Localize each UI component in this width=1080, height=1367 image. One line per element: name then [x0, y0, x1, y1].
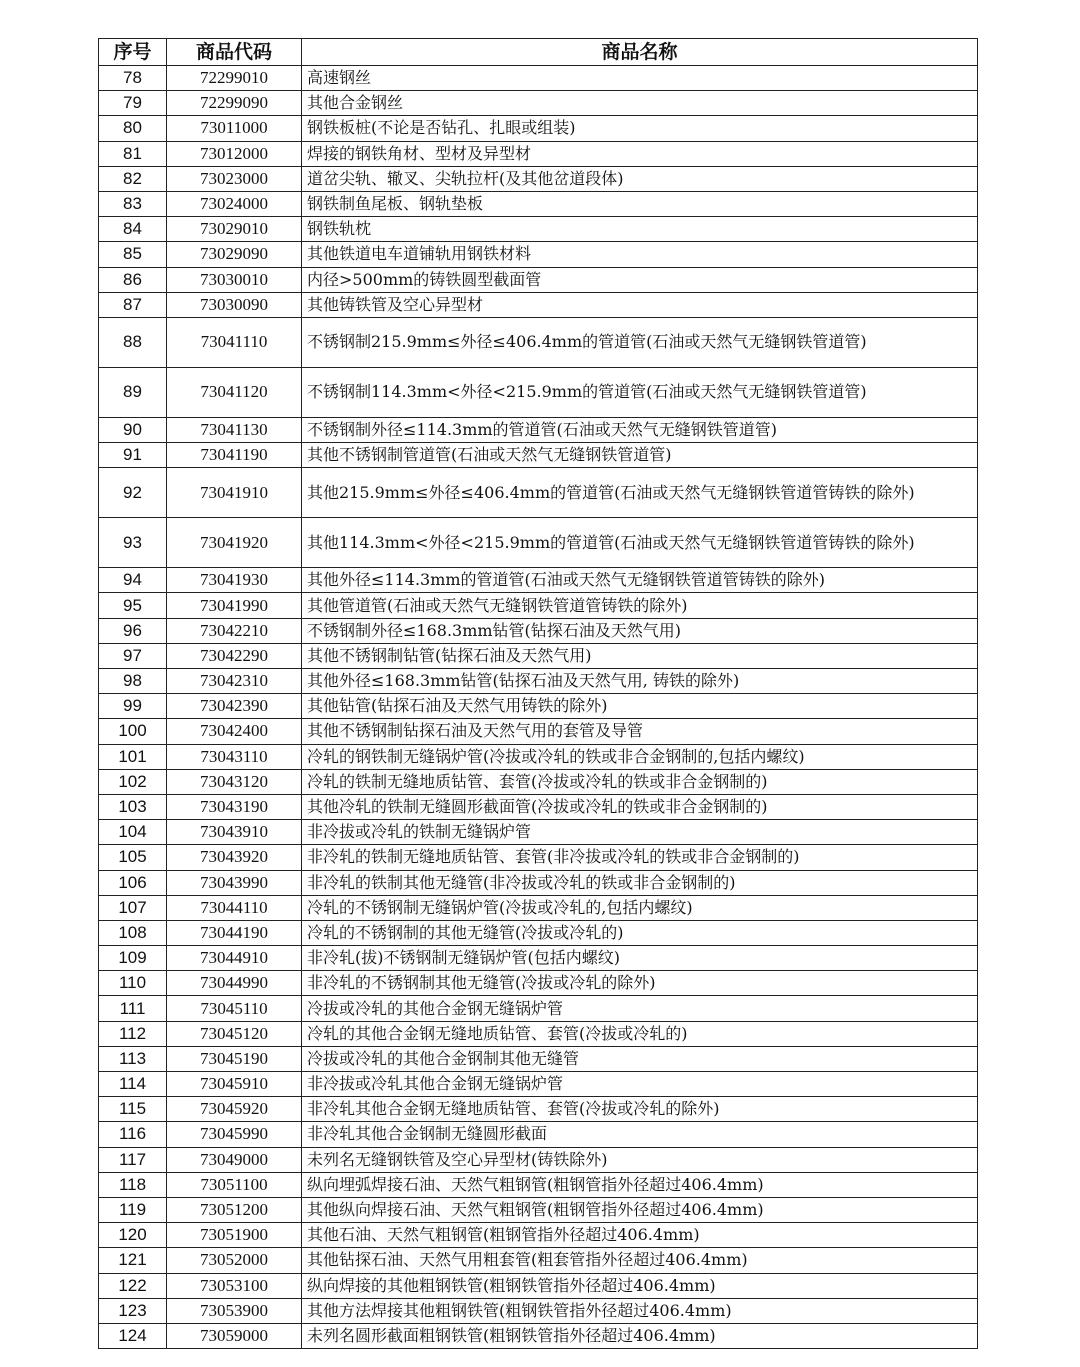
row-commodity-name: 非冷轧的铁制其他无缝管(非冷拔或冷轧的铁或非合金钢制的) [302, 870, 978, 895]
table-row [99, 468, 978, 518]
row-commodity-name: 不锈钢制215.9mm≤外径≤406.4mm的管道管(石油或天然气无缝钢铁管道管) [302, 317, 978, 367]
row-serial-number: 116 [99, 1122, 167, 1147]
row-commodity-code: 73024000 [167, 191, 302, 216]
row-commodity-code: 73041110 [167, 317, 302, 367]
row-commodity-name: 其他不锈钢制钻探石油及天然气用的套管及导管 [302, 719, 978, 744]
row-serial-number: 94 [99, 568, 167, 593]
row-commodity-name: 其他钻管(钻探石油及天然气用铸铁的除外) [302, 694, 978, 719]
header-commodity-name: 商品名称 [302, 39, 978, 66]
row-commodity-name: 其他铸铁管及空心异型材 [302, 292, 978, 317]
row-commodity-code: 73029090 [167, 242, 302, 267]
row-commodity-code: 73041130 [167, 417, 302, 442]
row-serial-number: 90 [99, 417, 167, 442]
row-commodity-code: 73051900 [167, 1223, 302, 1248]
row-commodity-code: 73049000 [167, 1147, 302, 1172]
row-commodity-code: 73041920 [167, 518, 302, 568]
row-commodity-code: 73012000 [167, 141, 302, 166]
table-row [99, 920, 978, 945]
row-serial-number: 91 [99, 443, 167, 468]
row-commodity-code: 72299010 [167, 66, 302, 91]
table-row [99, 593, 978, 618]
table-row [99, 870, 978, 895]
row-commodity-name: 冷轧的铁制无缝地质钻管、套管(冷拔或冷轧的铁或非合金钢制的) [302, 769, 978, 794]
header-serial-number: 序号 [99, 39, 167, 66]
table-row [99, 1072, 978, 1097]
table-row [99, 996, 978, 1021]
table-header-row [99, 39, 978, 66]
table-row [99, 794, 978, 819]
row-serial-number: 124 [99, 1323, 167, 1348]
row-commodity-name: 其他冷轧的铁制无缝圆形截面管(冷拔或冷轧的铁或非合金钢制的) [302, 794, 978, 819]
row-commodity-name: 其他外径≤114.3mm的管道管(石油或天然气无缝钢铁管道管铸铁的除外) [302, 568, 978, 593]
row-commodity-code: 73041190 [167, 443, 302, 468]
row-commodity-name: 纵向焊接的其他粗钢铁管(粗钢铁管指外径超过406.4mm) [302, 1273, 978, 1298]
table-row [99, 1223, 978, 1248]
row-commodity-code: 73043190 [167, 794, 302, 819]
row-serial-number: 122 [99, 1273, 167, 1298]
row-commodity-name: 冷轧的其他合金钢无缝地质钻管、套管(冷拔或冷轧的) [302, 1021, 978, 1046]
row-commodity-name: 其他不锈钢制管道管(石油或天然气无缝钢铁管道管) [302, 443, 978, 468]
row-serial-number: 110 [99, 971, 167, 996]
row-commodity-code: 73042210 [167, 618, 302, 643]
row-serial-number: 95 [99, 593, 167, 618]
row-commodity-name: 非冷轧其他合金钢无缝地质钻管、套管(冷拔或冷轧的除外) [302, 1097, 978, 1122]
row-commodity-name: 不锈钢制外径≤168.3mm钻管(钻探石油及天然气用) [302, 618, 978, 643]
row-commodity-name: 其他方法焊接其他粗钢铁管(粗钢铁管指外径超过406.4mm) [302, 1298, 978, 1323]
table-row [99, 267, 978, 292]
row-serial-number: 107 [99, 895, 167, 920]
table-row [99, 618, 978, 643]
row-commodity-name: 其他纵向焊接石油、天然气粗钢管(粗钢管指外径超过406.4mm) [302, 1197, 978, 1222]
row-commodity-name: 其他合金钢丝 [302, 91, 978, 116]
row-commodity-code: 73052000 [167, 1248, 302, 1273]
table-row [99, 769, 978, 794]
row-commodity-code: 73043910 [167, 820, 302, 845]
table-row [99, 820, 978, 845]
row-commodity-code: 73044910 [167, 946, 302, 971]
row-commodity-code: 73044190 [167, 920, 302, 945]
row-serial-number: 98 [99, 669, 167, 694]
table-row [99, 1097, 978, 1122]
row-commodity-code: 73041990 [167, 593, 302, 618]
row-commodity-code: 73043110 [167, 744, 302, 769]
row-serial-number: 104 [99, 820, 167, 845]
row-commodity-name: 钢铁轨枕 [302, 217, 978, 242]
row-commodity-code: 73042290 [167, 643, 302, 668]
table-row [99, 669, 978, 694]
table-row [99, 417, 978, 442]
row-commodity-code: 73041930 [167, 568, 302, 593]
row-commodity-name: 内径>500mm的铸铁圆型截面管 [302, 267, 978, 292]
row-commodity-name: 其他不锈钢制钻管(钻探石油及天然气用) [302, 643, 978, 668]
row-serial-number: 78 [99, 66, 167, 91]
row-commodity-name: 高速钢丝 [302, 66, 978, 91]
row-commodity-name: 冷轧的不锈钢制无缝锅炉管(冷拔或冷轧的,包括内螺纹) [302, 895, 978, 920]
row-commodity-code: 73030010 [167, 267, 302, 292]
table-row [99, 1248, 978, 1273]
row-commodity-name: 其他215.9mm≤外径≤406.4mm的管道管(石油或天然气无缝钢铁管道管铸铁的除外) [302, 468, 978, 518]
row-serial-number: 119 [99, 1197, 167, 1222]
row-serial-number: 111 [99, 996, 167, 1021]
row-commodity-name: 其他钻探石油、天然气用粗套管(粗套管指外径超过406.4mm) [302, 1248, 978, 1273]
row-commodity-code: 73053100 [167, 1273, 302, 1298]
row-serial-number: 120 [99, 1223, 167, 1248]
table-row [99, 367, 978, 417]
row-serial-number: 86 [99, 267, 167, 292]
row-commodity-name: 冷轧的钢铁制无缝锅炉管(冷拔或冷轧的铁或非合金钢制的,包括内螺纹) [302, 744, 978, 769]
row-commodity-code: 73045920 [167, 1097, 302, 1122]
row-commodity-code: 73045910 [167, 1072, 302, 1097]
table-row [99, 744, 978, 769]
row-commodity-name: 未列名圆形截面粗钢铁管(粗钢铁管指外径超过406.4mm) [302, 1323, 978, 1348]
row-serial-number: 121 [99, 1248, 167, 1273]
row-serial-number: 102 [99, 769, 167, 794]
row-serial-number: 80 [99, 116, 167, 141]
table-row [99, 1172, 978, 1197]
row-serial-number: 109 [99, 946, 167, 971]
table-row [99, 643, 978, 668]
row-commodity-code: 73042390 [167, 694, 302, 719]
row-commodity-code: 73029010 [167, 217, 302, 242]
row-serial-number: 118 [99, 1172, 167, 1197]
commodity-table [98, 38, 978, 1349]
table-row [99, 971, 978, 996]
row-commodity-name: 钢铁制鱼尾板、钢轨垫板 [302, 191, 978, 216]
row-commodity-code: 73043990 [167, 870, 302, 895]
row-commodity-code: 73053900 [167, 1298, 302, 1323]
row-commodity-name: 非冷轧的不锈钢制其他无缝管(冷拔或冷轧的除外) [302, 971, 978, 996]
row-commodity-name: 不锈钢制外径≤114.3mm的管道管(石油或天然气无缝钢铁管道管) [302, 417, 978, 442]
header-commodity-code: 商品代码 [167, 39, 302, 66]
row-commodity-name: 未列名无缝钢铁管及空心异型材(铸铁除外) [302, 1147, 978, 1172]
row-commodity-code: 73043920 [167, 845, 302, 870]
row-commodity-name: 非冷轧(拔)不锈钢制无缝锅炉管(包括内螺纹) [302, 946, 978, 971]
row-commodity-code: 73042400 [167, 719, 302, 744]
table-row [99, 217, 978, 242]
row-serial-number: 82 [99, 166, 167, 191]
row-serial-number: 97 [99, 643, 167, 668]
row-commodity-code: 73045110 [167, 996, 302, 1021]
table-row [99, 1021, 978, 1046]
row-commodity-code: 73045120 [167, 1021, 302, 1046]
row-serial-number: 117 [99, 1147, 167, 1172]
row-commodity-code: 72299090 [167, 91, 302, 116]
row-commodity-name: 纵向埋弧焊接石油、天然气粗钢管(粗钢管指外径超过406.4mm) [302, 1172, 978, 1197]
row-commodity-name: 不锈钢制114.3mm<外径<215.9mm的管道管(石油或天然气无缝钢铁管道管) [302, 367, 978, 417]
row-commodity-code: 73045190 [167, 1046, 302, 1071]
table-row [99, 292, 978, 317]
table-row [99, 166, 978, 191]
row-commodity-name: 非冷拔或冷轧的铁制无缝锅炉管 [302, 820, 978, 845]
table-row [99, 694, 978, 719]
row-commodity-name: 钢铁板桩(不论是否钻孔、扎眼或组装) [302, 116, 978, 141]
table-row [99, 1298, 978, 1323]
table-row [99, 1122, 978, 1147]
row-commodity-name: 冷拔或冷轧的其他合金钢制其他无缝管 [302, 1046, 978, 1071]
row-serial-number: 113 [99, 1046, 167, 1071]
row-commodity-code: 73044990 [167, 971, 302, 996]
row-serial-number: 100 [99, 719, 167, 744]
row-commodity-code: 73023000 [167, 166, 302, 191]
row-commodity-name: 冷拔或冷轧的其他合金钢无缝锅炉管 [302, 996, 978, 1021]
row-commodity-code: 73059000 [167, 1323, 302, 1348]
row-commodity-code: 73044110 [167, 895, 302, 920]
table-row [99, 1323, 978, 1348]
row-serial-number: 114 [99, 1072, 167, 1097]
row-commodity-name: 焊接的钢铁角材、型材及异型材 [302, 141, 978, 166]
table-row [99, 1273, 978, 1298]
row-serial-number: 79 [99, 91, 167, 116]
table-row [99, 91, 978, 116]
row-commodity-name: 道岔尖轨、辙叉、尖轨拉杆(及其他岔道段体) [302, 166, 978, 191]
row-serial-number: 89 [99, 367, 167, 417]
row-commodity-name: 非冷轧其他合金钢制无缝圆形截面 [302, 1122, 978, 1147]
table-row [99, 719, 978, 744]
row-commodity-code: 73043120 [167, 769, 302, 794]
row-commodity-name: 其他石油、天然气粗钢管(粗钢管指外径超过406.4mm) [302, 1223, 978, 1248]
row-serial-number: 103 [99, 794, 167, 819]
table-row [99, 141, 978, 166]
row-serial-number: 85 [99, 242, 167, 267]
row-commodity-code: 73051100 [167, 1172, 302, 1197]
table-row [99, 568, 978, 593]
row-serial-number: 92 [99, 468, 167, 518]
row-serial-number: 93 [99, 518, 167, 568]
row-commodity-name: 非冷拔或冷轧其他合金钢无缝锅炉管 [302, 1072, 978, 1097]
row-serial-number: 105 [99, 845, 167, 870]
row-commodity-name: 其他铁道电车道铺轨用钢铁材料 [302, 242, 978, 267]
row-serial-number: 115 [99, 1097, 167, 1122]
table-row [99, 116, 978, 141]
row-commodity-name: 冷轧的不锈钢制的其他无缝管(冷拔或冷轧的) [302, 920, 978, 945]
row-commodity-code: 73045990 [167, 1122, 302, 1147]
row-serial-number: 106 [99, 870, 167, 895]
table-row [99, 946, 978, 971]
table-row [99, 845, 978, 870]
row-serial-number: 112 [99, 1021, 167, 1046]
row-serial-number: 99 [99, 694, 167, 719]
row-serial-number: 123 [99, 1298, 167, 1323]
table-row [99, 443, 978, 468]
row-commodity-name: 其他114.3mm<外径<215.9mm的管道管(石油或天然气无缝钢铁管道管铸铁的除外) [302, 518, 978, 568]
table-row [99, 1147, 978, 1172]
row-commodity-code: 73011000 [167, 116, 302, 141]
table-row [99, 191, 978, 216]
row-commodity-code: 73051200 [167, 1197, 302, 1222]
table-row [99, 518, 978, 568]
row-serial-number: 81 [99, 141, 167, 166]
row-serial-number: 101 [99, 744, 167, 769]
row-commodity-code: 73041120 [167, 367, 302, 417]
row-serial-number: 84 [99, 217, 167, 242]
row-serial-number: 88 [99, 317, 167, 367]
table-row [99, 895, 978, 920]
table-row [99, 242, 978, 267]
row-commodity-name: 其他管道管(石油或天然气无缝钢铁管道管铸铁的除外) [302, 593, 978, 618]
row-commodity-code: 73042310 [167, 669, 302, 694]
row-commodity-code: 73041910 [167, 468, 302, 518]
row-serial-number: 108 [99, 920, 167, 945]
row-serial-number: 83 [99, 191, 167, 216]
row-serial-number: 87 [99, 292, 167, 317]
row-commodity-code: 73030090 [167, 292, 302, 317]
table-row [99, 317, 978, 367]
row-serial-number: 96 [99, 618, 167, 643]
row-commodity-name: 其他外径≤168.3mm钻管(钻探石油及天然气用, 铸铁的除外) [302, 669, 978, 694]
table-row [99, 1197, 978, 1222]
table-row [99, 66, 978, 91]
table-row [99, 1046, 978, 1071]
row-commodity-name: 非冷轧的铁制无缝地质钻管、套管(非冷拔或冷轧的铁或非合金钢制的) [302, 845, 978, 870]
table-body [99, 66, 978, 1349]
